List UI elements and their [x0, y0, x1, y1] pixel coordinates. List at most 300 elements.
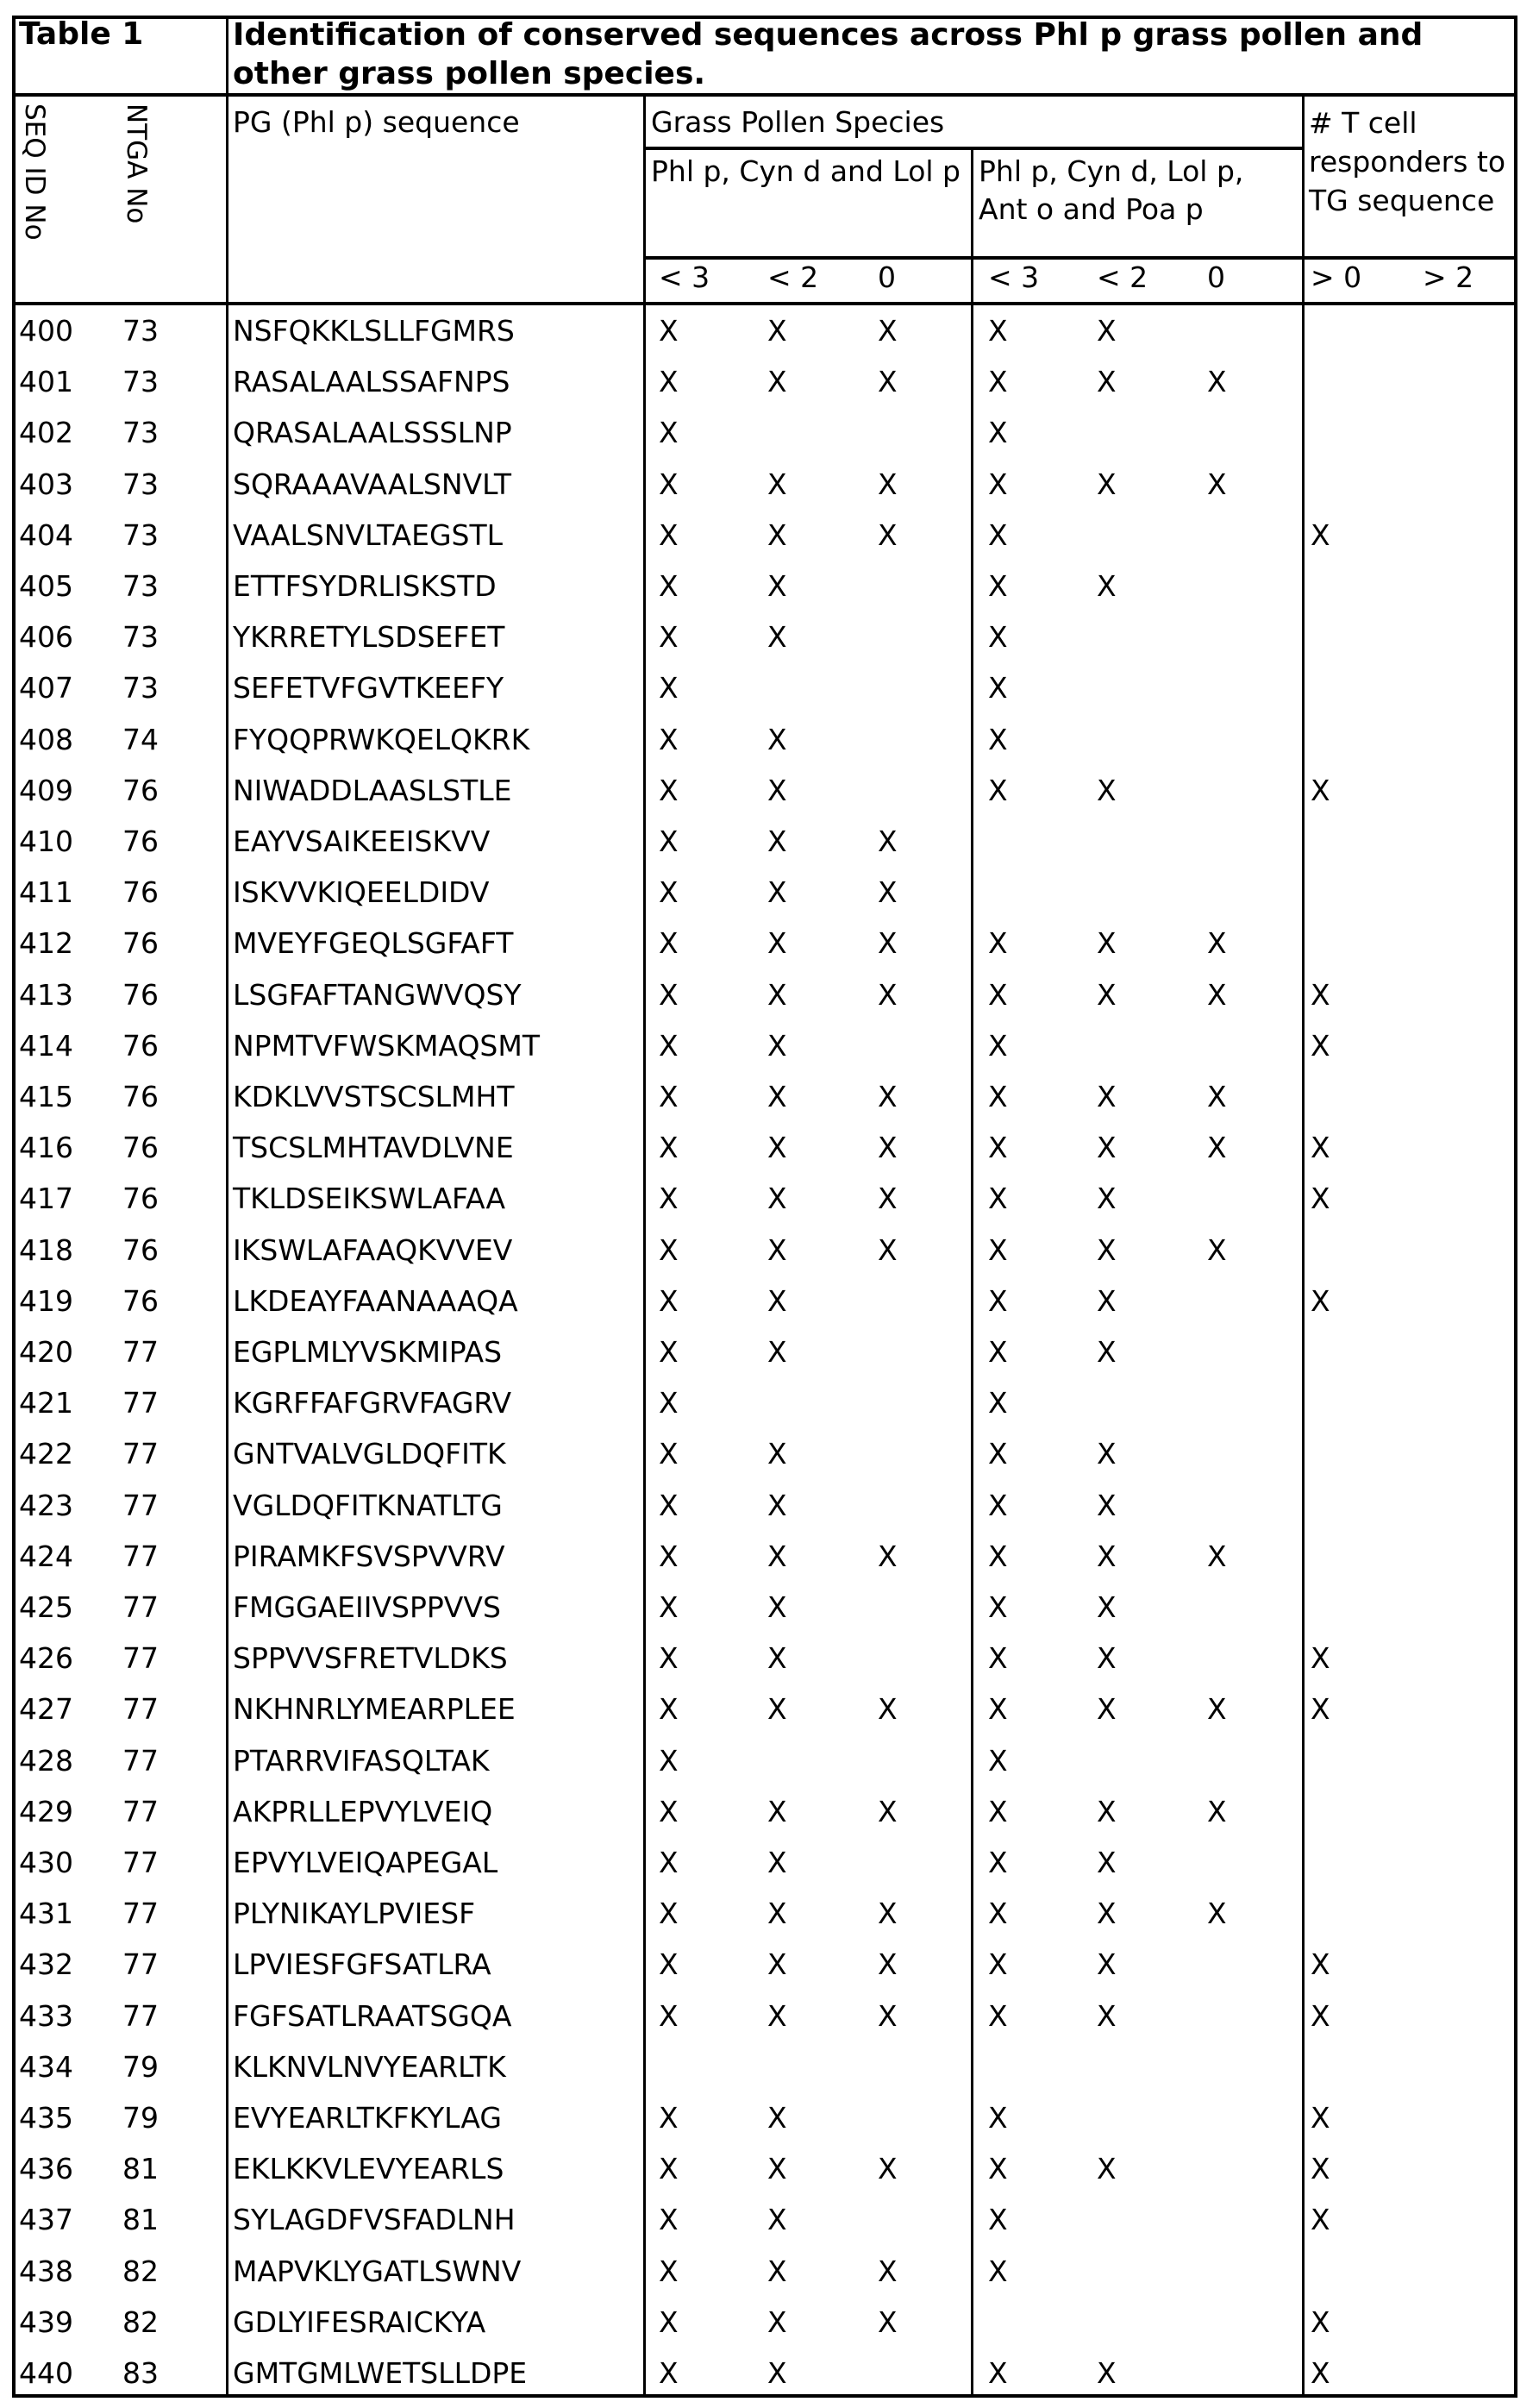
mark-cell: X: [767, 1633, 787, 1684]
mark-cell: X: [1097, 1428, 1117, 1479]
mark-cell: X: [988, 2092, 1008, 2143]
mark-cell: X: [767, 714, 787, 765]
table-row: [0, 2297, 1533, 2348]
table-row: [0, 510, 1533, 561]
mark-cell: X: [1207, 1071, 1227, 1122]
mark-cell: X: [659, 714, 679, 765]
mark-cell: X: [988, 1020, 1008, 1071]
mark-cell: X: [988, 1173, 1008, 1224]
seq-id-cell: 434: [19, 2041, 73, 2092]
table-row: [0, 1071, 1533, 1122]
mark-cell: X: [878, 918, 898, 969]
group-divider: [644, 147, 1303, 150]
mark-cell: X: [659, 510, 679, 561]
table-row: [0, 2041, 1533, 2092]
table-row: [0, 1173, 1533, 1224]
mark-cell: X: [878, 356, 898, 407]
mark-cell: X: [659, 1225, 679, 1276]
mark-cell: X: [659, 918, 679, 969]
table-row: [0, 1786, 1533, 1837]
mark-cell: X: [1207, 1786, 1227, 1837]
mark-cell: X: [1311, 765, 1330, 816]
table-row: [0, 714, 1533, 765]
mark-cell: X: [988, 1122, 1008, 1173]
mark-cell: X: [988, 1888, 1008, 1939]
sequence-cell: KDKLVVSTSCSLMHT: [233, 1071, 514, 1122]
sequence-cell: GNTVALVGLDQFITK: [233, 1428, 506, 1479]
table-row: [0, 1122, 1533, 1173]
mark-cell: X: [767, 2194, 787, 2245]
seq-id-cell: 400: [19, 305, 73, 356]
mark-cell: X: [988, 1633, 1008, 1684]
table-title: Identification of conserved sequences across Phl p grass pollen and other grass pollen species.: [233, 16, 1500, 93]
mark-cell: X: [988, 2143, 1008, 2194]
seq-id-cell: 440: [19, 2348, 73, 2399]
mark-cell: X: [659, 1837, 679, 1888]
sequence-cell: EGPLMLYVSKMIPAS: [233, 1326, 502, 1377]
ntga-cell: 76: [122, 918, 159, 969]
seq-id-cell: 405: [19, 561, 73, 611]
sequence-cell: RASALAALSSAFNPS: [233, 356, 510, 407]
subheader-threshold: < 3: [988, 259, 1039, 297]
table-row: [0, 2348, 1533, 2399]
seq-id-cell: 401: [19, 356, 73, 407]
mark-cell: X: [659, 2348, 679, 2399]
sequence-cell: NSFQKKLSLLFGMRS: [233, 305, 515, 356]
ntga-cell: 81: [122, 2143, 159, 2194]
mark-cell: X: [767, 765, 787, 816]
seq-id-cell: 432: [19, 1939, 73, 1990]
mark-cell: X: [878, 969, 898, 1020]
mark-cell: X: [1311, 2348, 1330, 2399]
mark-cell: X: [1207, 356, 1227, 407]
sequence-cell: FMGGAEIIVSPPVVS: [233, 1582, 501, 1633]
seq-id-cell: 422: [19, 1428, 73, 1479]
mark-cell: X: [988, 1225, 1008, 1276]
sequence-cell: GDLYIFESRAICKYA: [233, 2297, 485, 2348]
ntga-cell: 73: [122, 459, 159, 510]
mark-cell: X: [767, 1531, 787, 1582]
ntga-cell: 76: [122, 1173, 159, 1224]
sequence-cell: TKLDSEIKSWLAFAA: [233, 1173, 505, 1224]
mark-cell: X: [659, 1071, 679, 1122]
mark-cell: X: [878, 2246, 898, 2297]
mark-cell: X: [767, 510, 787, 561]
header-tcell: # T cell responders to TG sequence: [1309, 103, 1516, 220]
table-row: [0, 1225, 1533, 1276]
sequence-cell: SEFETVFGVTKEEFY: [233, 662, 504, 713]
seq-id-cell: 402: [19, 407, 73, 458]
table-row: [0, 305, 1533, 356]
ntga-cell: 73: [122, 611, 159, 662]
mark-cell: X: [767, 1071, 787, 1122]
mark-cell: X: [1097, 1991, 1117, 2041]
title-row-divider: [12, 93, 1517, 97]
mark-cell: X: [1097, 561, 1117, 611]
mark-cell: X: [988, 1582, 1008, 1633]
seq-id-cell: 403: [19, 459, 73, 510]
ntga-cell: 77: [122, 1837, 159, 1888]
mark-cell: X: [1097, 305, 1117, 356]
ntga-cell: 77: [122, 1684, 159, 1734]
sequence-cell: EVYEARLTKFKYLAG: [233, 2092, 502, 2143]
table-row: [0, 1020, 1533, 1071]
ntga-cell: 77: [122, 1428, 159, 1479]
mark-cell: X: [767, 459, 787, 510]
sequence-cell: MAPVKLYGATLSWNV: [233, 2246, 521, 2297]
mark-cell: X: [988, 459, 1008, 510]
table-row: [0, 407, 1533, 458]
mark-cell: X: [659, 1020, 679, 1071]
mark-cell: X: [1097, 2348, 1117, 2399]
mark-cell: X: [659, 2246, 679, 2297]
mark-cell: X: [659, 2092, 679, 2143]
mark-cell: X: [767, 611, 787, 662]
seq-id-cell: 408: [19, 714, 73, 765]
sequence-cell: VGLDQFITKNATLTG: [233, 1480, 503, 1531]
subheader-threshold: 0: [878, 259, 896, 297]
mark-cell: X: [659, 1428, 679, 1479]
mark-cell: X: [878, 867, 898, 918]
mark-cell: X: [1311, 1276, 1330, 1326]
table-row: [0, 1377, 1533, 1428]
seq-id-cell: 433: [19, 1991, 73, 2041]
subheader-threshold: 0: [1207, 259, 1225, 297]
mark-cell: X: [988, 714, 1008, 765]
mark-cell: X: [1097, 459, 1117, 510]
mark-cell: X: [659, 611, 679, 662]
mark-cell: X: [767, 1276, 787, 1326]
mark-cell: X: [767, 1786, 787, 1837]
seq-id-cell: 435: [19, 2092, 73, 2143]
mark-cell: X: [659, 1531, 679, 1582]
mark-cell: X: [659, 1326, 679, 1377]
seq-id-cell: 407: [19, 662, 73, 713]
ntga-cell: 76: [122, 1276, 159, 1326]
mark-cell: X: [767, 305, 787, 356]
mark-cell: X: [1097, 1633, 1117, 1684]
mark-cell: X: [1311, 1939, 1330, 1990]
mark-cell: X: [659, 1582, 679, 1633]
mark-cell: X: [1311, 1173, 1330, 1224]
table-row: [0, 662, 1533, 713]
ntga-cell: 76: [122, 1122, 159, 1173]
mark-cell: X: [878, 1888, 898, 1939]
mark-cell: X: [767, 1020, 787, 1071]
header-group1: Phl p, Cyn d and Lol p: [651, 153, 961, 191]
sequence-cell: EKLKKVLEVYEARLS: [233, 2143, 504, 2194]
sequence-cell: NIWADDLAASLSTLE: [233, 765, 512, 816]
ntga-cell: 76: [122, 1225, 159, 1276]
mark-cell: X: [988, 1071, 1008, 1122]
mark-cell: X: [988, 1991, 1008, 2041]
mark-cell: X: [878, 1071, 898, 1122]
mark-cell: X: [988, 2246, 1008, 2297]
header-sequence: PG (Phl p) sequence: [233, 103, 520, 141]
mark-cell: X: [878, 2297, 898, 2348]
mark-cell: X: [767, 2143, 787, 2194]
mark-cell: X: [1207, 1888, 1227, 1939]
mark-cell: X: [767, 1684, 787, 1734]
mark-cell: X: [1097, 969, 1117, 1020]
ntga-cell: 77: [122, 1326, 159, 1377]
ntga-cell: 73: [122, 356, 159, 407]
mark-cell: X: [1311, 1020, 1330, 1071]
mark-cell: X: [988, 1531, 1008, 1582]
table-row: [0, 867, 1533, 918]
mark-cell: X: [1097, 1837, 1117, 1888]
seq-id-cell: 418: [19, 1225, 73, 1276]
mark-cell: X: [767, 561, 787, 611]
mark-cell: X: [878, 305, 898, 356]
mark-cell: X: [878, 1991, 898, 2041]
sequence-cell: LPVIESFGFSATLRA: [233, 1939, 491, 1990]
mark-cell: X: [988, 1480, 1008, 1531]
mark-cell: X: [767, 2246, 787, 2297]
mark-cell: X: [659, 305, 679, 356]
mark-cell: X: [1311, 1633, 1330, 1684]
mark-cell: X: [659, 1991, 679, 2041]
mark-cell: X: [659, 356, 679, 407]
mark-cell: X: [767, 356, 787, 407]
mark-cell: X: [878, 1173, 898, 1224]
mark-cell: X: [767, 1888, 787, 1939]
mark-cell: X: [1311, 1122, 1330, 1173]
mark-cell: X: [988, 356, 1008, 407]
ntga-cell: 77: [122, 1939, 159, 1990]
mark-cell: X: [1097, 1276, 1117, 1326]
mark-cell: X: [659, 1939, 679, 1990]
header-group2: Phl p, Cyn d, Lol p, Ant o and Poa p: [979, 153, 1298, 229]
mark-cell: X: [878, 2143, 898, 2194]
sequence-cell: PIRAMKFSVSPVVRV: [233, 1531, 505, 1582]
table-row: [0, 1480, 1533, 1531]
ntga-cell: 79: [122, 2041, 159, 2092]
seq-id-cell: 420: [19, 1326, 73, 1377]
seq-id-cell: 436: [19, 2143, 73, 2194]
mark-cell: X: [878, 459, 898, 510]
mark-cell: X: [767, 1837, 787, 1888]
seq-id-cell: 439: [19, 2297, 73, 2348]
sequence-cell: AKPRLLEPVYLVEIQ: [233, 1786, 492, 1837]
sequence-cell: YKRRETYLSDSEFET: [233, 611, 504, 662]
sequence-cell: PTARRVIFASQLTAK: [233, 1735, 490, 1786]
seq-id-cell: 424: [19, 1531, 73, 1582]
ntga-cell: 76: [122, 1071, 159, 1122]
seq-id-cell: 404: [19, 510, 73, 561]
sequence-cell: ETTFSYDRLISKSTD: [233, 561, 497, 611]
mark-cell: X: [988, 918, 1008, 969]
ntga-cell: 81: [122, 2194, 159, 2245]
table-row: [0, 1888, 1533, 1939]
mark-cell: X: [988, 407, 1008, 458]
ntga-cell: 83: [122, 2348, 159, 2399]
seq-id-cell: 419: [19, 1276, 73, 1326]
mark-cell: X: [659, 1173, 679, 1224]
mark-cell: X: [767, 1582, 787, 1633]
mark-cell: X: [1311, 2092, 1330, 2143]
mark-cell: X: [767, 2297, 787, 2348]
ntga-cell: 73: [122, 561, 159, 611]
sequence-cell: LSGFAFTANGWVQSY: [233, 969, 522, 1020]
mark-cell: X: [767, 1326, 787, 1377]
seq-id-cell: 438: [19, 2246, 73, 2297]
mark-cell: X: [1207, 1225, 1227, 1276]
ntga-cell: 76: [122, 969, 159, 1020]
seq-id-cell: 409: [19, 765, 73, 816]
table-row: [0, 459, 1533, 510]
table-row: [0, 611, 1533, 662]
ntga-cell: 73: [122, 305, 159, 356]
mark-cell: X: [1097, 356, 1117, 407]
mark-cell: X: [988, 969, 1008, 1020]
table-row: [0, 1276, 1533, 1326]
mark-cell: X: [1311, 2297, 1330, 2348]
subheader-threshold: < 3: [659, 259, 710, 297]
mark-cell: X: [1207, 1531, 1227, 1582]
sequence-cell: KGRFFAFGRVFAGRV: [233, 1377, 511, 1428]
table-row: [0, 1326, 1533, 1377]
table-row: [0, 969, 1533, 1020]
mark-cell: X: [659, 1735, 679, 1786]
mark-cell: X: [988, 1837, 1008, 1888]
seq-id-cell: 412: [19, 918, 73, 969]
table-row: [0, 1633, 1533, 1684]
mark-cell: X: [1311, 2143, 1330, 2194]
mark-cell: X: [988, 1939, 1008, 1990]
mark-cell: X: [1311, 2194, 1330, 2245]
mark-cell: X: [878, 1122, 898, 1173]
ntga-cell: 77: [122, 1377, 159, 1428]
subheader-threshold: < 2: [1097, 259, 1148, 297]
mark-cell: X: [1207, 1122, 1227, 1173]
mark-cell: X: [1311, 969, 1330, 1020]
subheader-threshold: < 2: [767, 259, 818, 297]
sequence-cell: KLKNVLNVYEARLTK: [233, 2041, 506, 2092]
header-grass-pollen-species: Grass Pollen Species: [651, 103, 944, 141]
ntga-cell: 77: [122, 1786, 159, 1837]
sequence-cell: NKHNRLYMEARPLEE: [233, 1684, 516, 1734]
mark-cell: X: [1311, 510, 1330, 561]
mark-cell: X: [1097, 1582, 1117, 1633]
mark-cell: X: [1207, 459, 1227, 510]
mark-cell: X: [659, 1122, 679, 1173]
mark-cell: X: [988, 1428, 1008, 1479]
sequence-cell: IKSWLAFAAQKVVEV: [233, 1225, 512, 1276]
mark-cell: X: [659, 969, 679, 1020]
mark-cell: X: [659, 1276, 679, 1326]
mark-cell: X: [1097, 1225, 1117, 1276]
mark-cell: X: [659, 1480, 679, 1531]
mark-cell: X: [767, 1991, 787, 2041]
mark-cell: X: [878, 1684, 898, 1734]
seq-id-cell: 427: [19, 1684, 73, 1734]
table-row: [0, 2143, 1533, 2194]
mark-cell: X: [988, 662, 1008, 713]
table-row: [0, 1991, 1533, 2041]
mark-cell: X: [988, 305, 1008, 356]
mark-cell: X: [878, 816, 898, 867]
mark-cell: X: [659, 662, 679, 713]
mark-cell: X: [878, 1225, 898, 1276]
mark-cell: X: [1097, 1071, 1117, 1122]
ntga-cell: 82: [122, 2297, 159, 2348]
sequence-cell: FYQQPRWKQELQKRK: [233, 714, 529, 765]
seq-id-cell: 429: [19, 1786, 73, 1837]
ntga-cell: 77: [122, 1735, 159, 1786]
table-row: [0, 918, 1533, 969]
mark-cell: X: [659, 1633, 679, 1684]
sequence-cell: QRASALAALSSSLNP: [233, 407, 512, 458]
mark-cell: X: [1097, 2143, 1117, 2194]
ntga-cell: 77: [122, 1633, 159, 1684]
mark-cell: X: [1097, 765, 1117, 816]
mark-cell: X: [659, 407, 679, 458]
seq-id-cell: 423: [19, 1480, 73, 1531]
ntga-cell: 79: [122, 2092, 159, 2143]
ntga-cell: 77: [122, 1531, 159, 1582]
seq-id-cell: 416: [19, 1122, 73, 1173]
mark-cell: X: [659, 1684, 679, 1734]
mark-cell: X: [767, 2348, 787, 2399]
mark-cell: X: [659, 459, 679, 510]
mark-cell: X: [767, 2092, 787, 2143]
mark-cell: X: [767, 1939, 787, 1990]
table-row: [0, 816, 1533, 867]
mark-cell: X: [767, 1122, 787, 1173]
mark-cell: X: [878, 1939, 898, 1990]
sequence-cell: GMTGMLWETSLLDPE: [233, 2348, 527, 2399]
mark-cell: X: [988, 1786, 1008, 1837]
mark-cell: X: [988, 1326, 1008, 1377]
mark-cell: X: [767, 1225, 787, 1276]
seq-id-cell: 437: [19, 2194, 73, 2245]
mark-cell: X: [988, 611, 1008, 662]
table-row: [0, 561, 1533, 611]
mark-cell: X: [1097, 1684, 1117, 1734]
table-row: [0, 1837, 1533, 1888]
ntga-cell: 74: [122, 714, 159, 765]
mark-cell: X: [767, 1480, 787, 1531]
mark-cell: X: [767, 918, 787, 969]
seq-id-cell: 428: [19, 1735, 73, 1786]
seq-id-cell: 406: [19, 611, 73, 662]
sequence-cell: SYLAGDFVSFADLNH: [233, 2194, 516, 2245]
sequence-cell: FGFSATLRAATSGQA: [233, 1991, 511, 2041]
sequence-cell: ISKVVKIQEELDIDV: [233, 867, 489, 918]
seq-id-cell: 421: [19, 1377, 73, 1428]
sequence-cell: EAYVSAIKEEISKVV: [233, 816, 490, 867]
mark-cell: X: [767, 969, 787, 1020]
mark-cell: X: [659, 765, 679, 816]
sequence-cell: PLYNIKAYLPVIESF: [233, 1888, 475, 1939]
seq-id-cell: 425: [19, 1582, 73, 1633]
ntga-cell: 73: [122, 510, 159, 561]
table-row: [0, 2092, 1533, 2143]
mark-cell: X: [659, 867, 679, 918]
mark-cell: X: [1311, 1991, 1330, 2041]
mark-cell: X: [988, 510, 1008, 561]
ntga-cell: 76: [122, 867, 159, 918]
ntga-cell: 73: [122, 407, 159, 458]
sequence-cell: MVEYFGEQLSGFAFT: [233, 918, 513, 969]
mark-cell: X: [1097, 1939, 1117, 1990]
mark-cell: X: [659, 2194, 679, 2245]
sequence-cell: LKDEAYFAANAAAQA: [233, 1276, 518, 1326]
mark-cell: X: [1097, 918, 1117, 969]
sequence-cell: SPPVVSFRETVLDKS: [233, 1633, 508, 1684]
mark-cell: X: [767, 867, 787, 918]
